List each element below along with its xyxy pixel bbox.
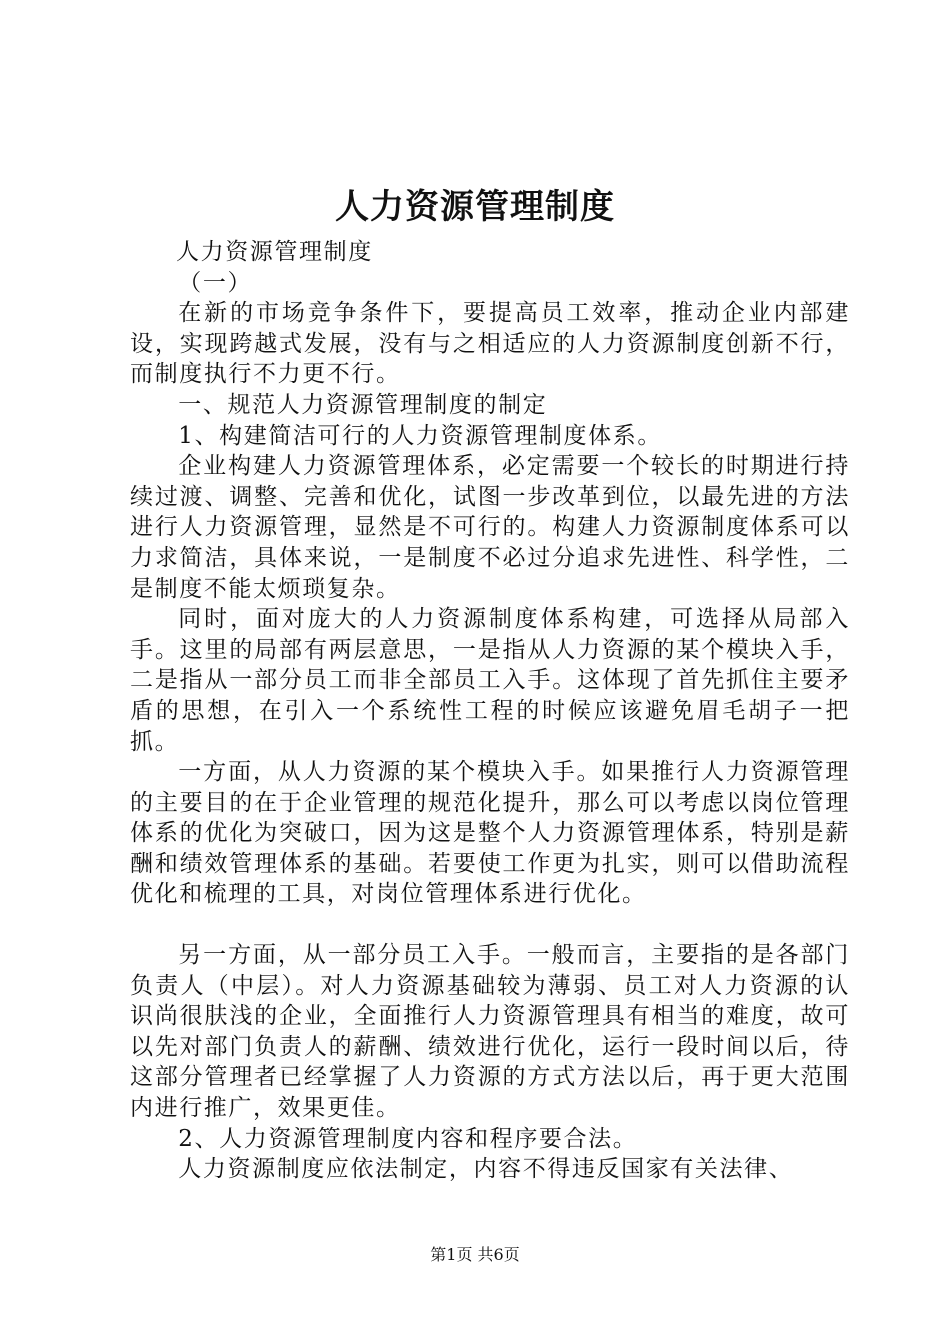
body-paragraph: 人力资源制度应依法制定，内容不得违反国家有关法律、: [178, 1156, 794, 1183]
subsection-heading-paragraph: 1、构建简洁可行的人力资源管理制度体系。: [178, 422, 662, 449]
section-heading-paragraph: 一、规范人力资源管理制度的制定: [178, 391, 548, 418]
document-title: 人力资源管理制度: [335, 187, 615, 227]
intro-paragraph: 在新的市场竞争条件下，要提高员工效率，推动企业内部建设，实现跨越式发展，没有与之相适应的人力资源制度创新不行，而制度执行不力更不行。: [130, 300, 850, 388]
body-paragraph: 企业构建人力资源管理体系，必定需要一个较长的时期进行持续过渡、调整、完善和优化，试图一步改革到位，以最先进的方法进行人力资源管理，显然是不可行的。构建人力资源制度体系可以力求简洁，具体来说，一是制度不必过分追求先进性、科学性，二是制度不能太烦琐复杂。: [130, 453, 850, 602]
page-number-footer: 第1页 共6页: [430, 1245, 520, 1264]
subtitle-paragraph: 人力资源管理制度: [176, 239, 373, 265]
section-number-paragraph: （一）: [178, 269, 253, 296]
document-body: [130, 237, 850, 1185]
subsection-heading-paragraph: 2、人力资源管理制度内容和程序要合法。: [178, 1125, 638, 1152]
body-paragraph: 另一方面，从一部分员工入手。一般而言，主要指的是各部门负责人（中层）。对人力资源基础较为薄弱、员工对人力资源的认识尚很肤浅的企业，全面推行人力资源管理具有相当的难度，故可以先对部门负责人的薪酬、绩效进行优化，运行一段时间以后，待这部分管理者已经掌握了人力资源的方式方法以后，再于更大范围内进行推广，效果更佳。: [130, 942, 850, 1122]
body-paragraph: 同时，面对庞大的人力资源制度体系构建，可选择从局部入手。这里的局部有两层意思，一是指从人力资源的某个模块入手，二是指从一部分员工而非全部员工入手。这体现了首先抓住主要矛盾的思想，在引入一个系统性工程的时候应该避免眉毛胡子一把抓。: [130, 606, 850, 755]
body-paragraph: 一方面，从人力资源的某个模块入手。如果推行人力资源管理的主要目的在于企业管理的规范化提升，那么可以考虑以岗位管理体系的优化为突破口，因为这是整个人力资源管理体系，特别是薪酬和绩效管理体系的基础。若要使工作更为扎实，则可以借助流程优化和梳理的工具，对岗位管理体系进行优化。: [130, 759, 850, 908]
